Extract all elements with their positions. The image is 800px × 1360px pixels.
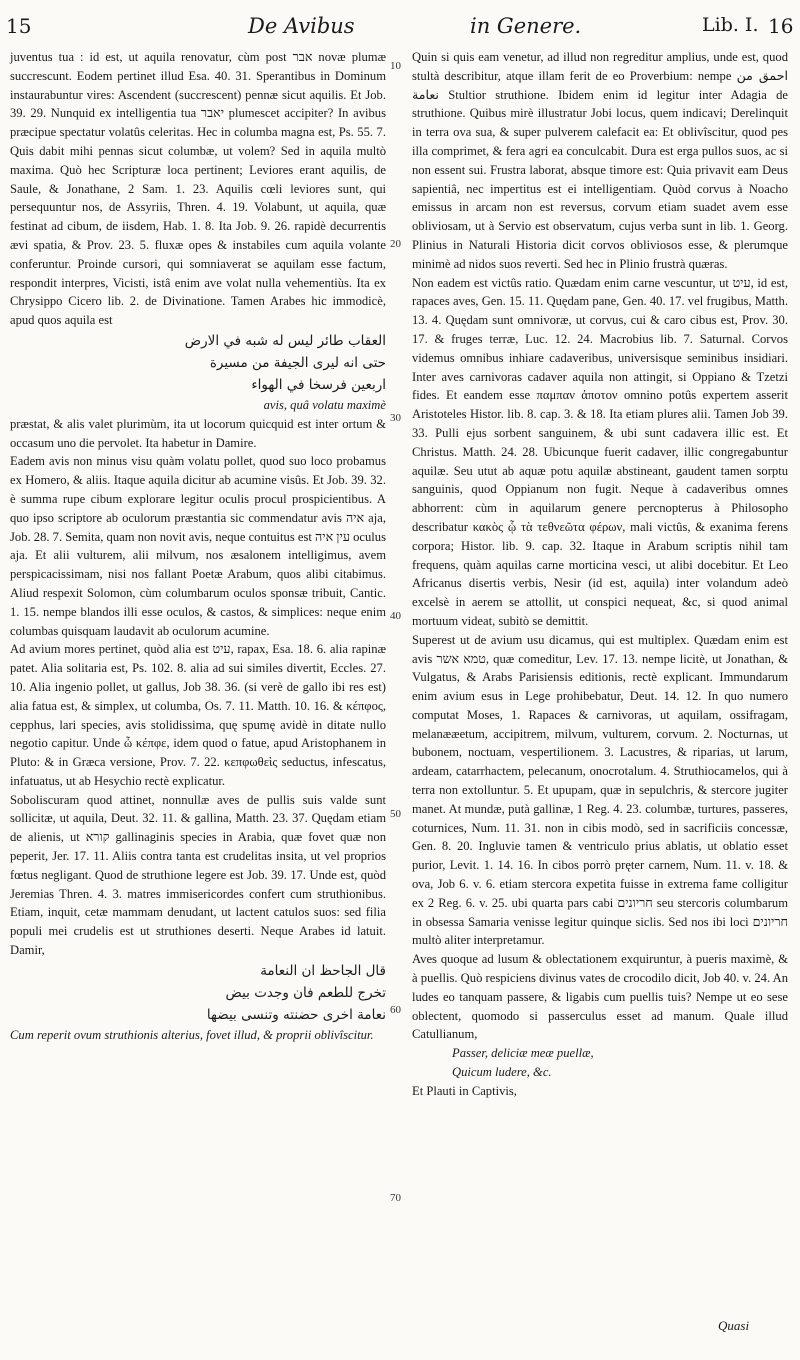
line-number: 10 xyxy=(390,60,401,72)
paragraph: Eadem avis non minus visu quàm volatu pollet, quod suo loco probamus ex Homero, & aliis. Itaque aquila dicitur ab acumine visûs. Et Job. 39. 32. è summa rupe cibum explorare legitur oculis procul prospicientibus. A quo ipso scriptore ab oculorum præstantia sic commendatur avis איה aja, Job. 28. 7. Semita, quam non novit avis, neque contuitus est עין איה oculus aja. Et alii vulturem, alii milvum, nos æsalonem intelligimus, avem perspicacissimam, nisi nos fallant Poetæ Arabum, quos alibi citabimus. Aliud respexit Solomon, cùm columbarum oculos sponsæ tribuit, Cantic. 1. 15. nempe blandos illi esse oculos, & castos, & simplices: neque enim columbas quisquam laudavit ab oculorum acumine. xyxy=(10,454,386,638)
page-number-right: 16 xyxy=(768,14,794,38)
book-label: Lib. I. xyxy=(702,14,759,36)
verse-line: Quicum ludere, &c. xyxy=(452,1065,552,1080)
line-number: 30 xyxy=(390,412,401,424)
catchword: Quasi xyxy=(718,1318,750,1333)
running-title: De Avibus xyxy=(248,14,355,38)
paragraph: Ad avium mores pertinet, quòd alia est עיט, rapax, Esa. 18. 6. alia rapinæ patet. Alia solitaria est, Ps. 102. 8. alia ad sui similes divertit, Eccles. 27. 10. Alia ingenio pollet, ut gallus, Job 38. 36. (si verè de gallo ibi res est) alia fatua est, & simplex, ut columba, Os. 7. 11. Matth. 10. 16. & κέπφος, cepphus, lari species, avis stolidissima, quę spumę avidè in ditate nullo negotio capitur. Unde ὦ κέπφε, idem quod o fatue, apud Aristophanem in Pluto: & in Græca versione, Prov. 7. 22. κεπφωθεὶς seductus, infescatus, infatuatus, ut ab Hesychio rectè explicatur. xyxy=(10,642,386,788)
paragraph-text: Stultior struthione. Ibidem enim id legitur inter Adagia de struthione. Quibus mirè illustratur Jobi locus, quem indicavi; Derelinquit in terra ova sua, & super pulverem calefacit ea: Et oblivîscitur, quod pes illa comprimet, & fera agri ea conculcabit. Dura est erga pullos suos, ac si non essent sui. Frustra laborat, absque timore est: Quia privavit eam Deus sapientiâ, nec impertitus est ei intelligentiam. Quòd corvus à Noacho emissus in arcam non est reversus, corvum etiam suadet avem esse obliviosam, ut à Servio est observatum, cujus verba sunt in lib. 1. Georg. Plinius in Naturali Historia dicit corvos obliviosos esse, & plerumque minimè ad nidos suos reverti. Sed hec in Plinio frustrà quæras. xyxy=(412,87,788,271)
arabic-quote-line: اربعين فرسخا في الهواء xyxy=(251,376,386,393)
arabic-quote-line: العقاب طائر ليس له شبه في الارض xyxy=(184,332,386,349)
arabic-quote-line: نعامة اخرى حضنته وتنسى بيضها xyxy=(206,1006,386,1023)
arabic-gloss: avis, quâ volatu maximè xyxy=(263,397,386,412)
line-number: 60 xyxy=(390,1004,401,1016)
paragraph-text: Quin si quis eam venetur, ad illud non regreditur amplius, unde est, quod stultà describitur, atque illam ferit de eo Proverbium: nempe xyxy=(412,50,788,83)
paragraph: præstat, & alis valet plurimùm, ita ut locorum quicquid est inter ortum & occasum uno die pervolet. Ita habetur in Damire. xyxy=(10,416,386,450)
arabic-quote-line: تخرج للطعم فان وجدت بيض xyxy=(225,984,386,1001)
running-title-continued: in Genere. xyxy=(470,14,582,38)
left-column xyxy=(10,48,386,1045)
paragraph: Aves quoque ad lusum & oblectationem exquiruntur, à pueris maximè, & à puellis. Quò respiciens divinus vates de crocodilo dicit, Job 40. v. 24. An ludes eo tanquam passere, & ligabis cum puellis tuis? Nempe ut eo sese oblectent, quomodo si passerculus esset ad manum. Quale illud Catullianum, xyxy=(412,952,788,1042)
paragraph xyxy=(412,48,788,274)
right-column xyxy=(412,48,788,1101)
paragraph: Et Plauti in Captivis, xyxy=(412,1083,517,1098)
line-number: 70 xyxy=(390,1192,401,1204)
page-number-left: 15 xyxy=(6,14,32,38)
line-number: 50 xyxy=(390,808,401,820)
paragraph: Cum reperit ovum struthionis alterius, fovet illud, & proprii oblivîscitur. xyxy=(10,1027,374,1042)
line-number: 40 xyxy=(390,610,401,622)
running-header xyxy=(0,8,800,42)
paragraph: juventus tua : id est, ut aquila renovatur, cùm post אבר novæ plumæ succrescunt. Eodem pertinet illud Esa. 40. 31. Sperantibus in Dominum instaurabuntur vires: Ascendent (succrescent) pennæ sicut aquilis. Et Job. 39. 29. Nunquid ex intelligentia tua יאבר plumescet accipiter? In avibus præcipue spectatur volatûs celeritas. Hec in columba magna est, Ps. 55. 7. Quis dabit mihi pennas sicut columbæ, ut volem? Sed in aquila multò maxima. Quò hec Scripturæ loca pertinent; Leviores erant aquilis, de Saule, & Jonathane, 2 Sam. 1. 23. Aquilis cœli leviores sunt, qui persequuntur nos, de Assyriis, Thren. 4. 19. Volabunt, ut aquila, quæ festinat ad cibum, de iisdem, Hab. 1. 8. Ita Job. 9. 26. rapidè decurrentis ævi spatia, & Prov. 23. 5. fluxæ opes & instabiles cum aquila volante conferuntur. Proinde cursori, qui somniaverat se aquilam esse factum, respondit interpres, Vicisti, istâ enim ave volat nulla vehementiùs. Ita ex Chrysippo Cicero lib. 2. de Divinatione. Tamen Arabes hic immodicè, apud quos aquila est xyxy=(10,50,386,328)
paragraph: Non eadem est victûs ratio. Quædam enim carne vescuntur, ut עיט, id est, rapaces aves, Gen. 15. 11. Quędam pane, Gen. 40. 17. vel frugibus, Matth. 13. 4. Quędam sunt omnivoræ, ut corvus, cui & caro cibus est, Prov. 30. 17. & fruges terræ, Luc. 12. 24. Macrobius lib. 7. Saturnal. Corvos videmus omnibus inhiare cadaveribus, universisque seminibus insidiari. Inter aves carnivoras cadaver aquila non attingit, si Oppiano & Tzetzi fides. Et eandem esse παμπαν ἀποτον omnino potûs expertem asserit Aristoteles Histor. lib. 8. cap. 3. & 18. Ita etiam plures alii. Tamen Job 39. 33. Pulli ejus sorbent sanguinem, & ubi sunt cadavera illic est. Et Christus. Matth. 24. 28. Ubicunque fuerit cadaver, illic congregabuntur aquilæ. Seu utut ab aquæ potu aquilæ abstineant, gaudent tamen sorptu sanguinis, quod Oppianum non fugit. Neque à cadaveribus omnes abhorrent: cùm in aquilarum genere percnopterus à Philosopho describatur κακὸς ᾧ τὰ τεθνεῶτα φέρων, mali victûs, & exanima ferens corpora; Histor. lib. 9. cap. 32. Itaque in Arabum scriptis nihil tam frequens, quàm aquilas carne morticina vesci, ut alibi docebitur. Et Leo Africanus disertis verbis, Nesir (id est, aquila) inter volandum adeò excelsè in aerem se attollit, ut conspici nequeat, &c, si quod animal mortuum videat, subitò se demittit. xyxy=(412,275,788,628)
paragraph: Soboliscuram quod attinet, nonnullæ aves de pullis suis valde sunt sollicitæ, ut aquila, Deut. 32. 11. & gallina, Matth. 23. 37. Quędam etiam de alienis, ut קורא gallinaginis species in Arabia, quæ fovet quæ non peperit, Jer. 17. 11. Aliis contra tanta est crudelitas insita, ut vel proprios fœtus negligant. Quod de struthione legere est Job. 39. 17. Unde est, quòd Jeremias Thren. 4. 3. matres immisericordes confert cum struthionibus. Etiam, inquit, cetæ mammam denudant, ut lactent catulos suos: sed filia populi mei crudelis est ut struthiones deserti. Neque Arabes id latuit. Damir, xyxy=(10,792,386,958)
arabic-proverb: احمق من نعامة xyxy=(412,67,789,102)
line-number: 20 xyxy=(390,238,401,250)
arabic-quote-line: حتى انه ليرى الجيفة من مسيرة xyxy=(209,354,386,371)
paragraph: Superest ut de avium usu dicamus, qui est multiplex. Quædam enim est avis טמא אשר, quæ comeditur, Lev. 17. 13. nempe licitè, ut Jonathan, & Vulgatus, & Arabs Parisiensis editionis, rectè explicant. Immundarum enim avium esus in Lege prohibebatur, Deut. 14. 12. In quo numero computat Moses, 1. Rapaces & carnivoras, ut aquilam, ossifragam, melanææetum, accipitrem, milvum, vulturem, corvum. 2. Nocturnas, ut bubonem, noctuam, vespertilionem. 3. Lacustres, & riparias, ut larum, ardeam, catarrhactem, pelecanum, onocrotalum. 4. Struthiocamelos, qui à terra non extolluntur. 5. Et upupam, quæ in sepulchris, & stercore jugiter manet. At mundæ, putà gallinæ, 1 Reg. 4. 23. columbæ, turtures, passeres, coturnices, Num. 11. 31. non in cibis modò, sed in sacrificiis concessæ, Gen. 8. 20. Ingluvie tamen & ventriculo prius ablatis, ut oblatio esset purior, Levit. 1. 14. 16. In cibos porrò pręter carnem, Num. 11. v. 18. & ova, Job 6. v. 6. etiam stercora expetita fuisse in extrema fame colligitur ex 2 Reg. 6. v. 25. ubi quarta pars cabi חריונים seu stercoris columbarum in obsessa Samaria venisse legitur quinque siclis. Sed nos ibi loci חריונים multò aliter interpretamur. xyxy=(412,632,788,948)
verse-line: Passer, deliciæ meæ puellæ, xyxy=(452,1046,594,1061)
arabic-quote-line: قال الجاحظ ان النعامة xyxy=(260,962,386,979)
